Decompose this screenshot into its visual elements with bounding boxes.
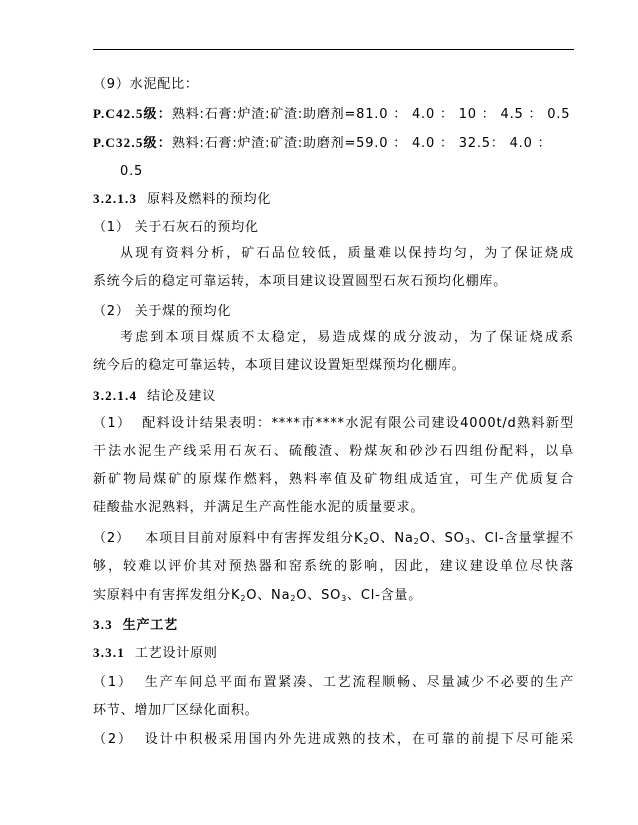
principle-2-line-1: （2） 设计中积极采用国内外先进成熟的技术，在可靠的前提下尽可能采 — [93, 732, 575, 747]
paragraph-limestone-line-2: 系统今后的稳定可靠运转，本项目建议设置圆型石灰石预均化棚库。 — [93, 274, 508, 289]
paragraph-coal-line-2: 统今后的稳定可靠运转，本项目建议设置矩型煤预均化棚库。 — [93, 358, 466, 373]
formula-pc325: P.C32.5级：熟料:石膏:炉渣:矿渣:助磨剂=59.0 ： 4.0 ： 32.5： 4.0 ： — [93, 135, 552, 151]
principle-1-line-2: 环节、增加厂区绿化面积。 — [93, 703, 259, 718]
section-3-2-1-3-heading: 3.2.1.3 原料及燃料的预均化 — [93, 191, 272, 207]
formula-pc425: P.C42.5级：熟料:石膏:炉渣:矿渣:助磨剂=81.0 ： 4.0 ： 10 ： 4.5 ： 0.5 — [93, 106, 571, 122]
conclusion-2-line-3: 实原料中有害挥发组分$K_2O$、$Na_2O$、$SO_3$、Cl-含量。 — [93, 588, 423, 603]
formula-pc325-continued: 0.5 — [120, 164, 144, 179]
conclusion-2-line-2: 够，较难以评价其对预热器和窑系统的影响，因此，建议建设单位尽快落 — [93, 559, 574, 574]
paragraph-limestone-line-1: 从现有资料分析，矿石品位较低，质量难以保持均匀，为了保证烧成 — [120, 246, 574, 261]
section-3-2-1-4-heading: 3.2.1.4 结论及建议 — [93, 388, 217, 404]
subheading-coal: （2） 关于煤的预均化 — [93, 304, 232, 319]
conclusion-1-line-3: 新矿物局煤矿的原煤作燃料，熟料率值及矿物组成适宜，可生产优质复合 — [93, 472, 574, 487]
header-rule — [93, 49, 574, 50]
section-3-3-heading: 3.3 生产工艺 — [93, 617, 178, 633]
conclusion-1-line-2: 干法水泥生产线采用石灰石、硫酸渣、粉煤灰和砂沙石四组份配料，以阜 — [93, 444, 574, 459]
conclusion-2-line-1: （2） 本项目目前对原料中有害挥发组分$K_2O$、$Na_2O$、$SO_3$、Cl-含量掌握不 — [93, 531, 575, 546]
item-9: （9）水泥配比： — [93, 77, 199, 92]
subheading-limestone: （1） 关于石灰石的预均化 — [93, 220, 259, 235]
section-3-3-1-heading: 3.3.1 工艺设计原则 — [93, 645, 218, 661]
conclusion-1-line-1: （1） 配料设计结果表明：****市****水泥有限公司建设4000t/d熟料新型 — [93, 416, 575, 431]
conclusion-1-line-4: 硅酸盐水泥熟料，并满足生产高性能水泥的质量要求。 — [93, 500, 425, 515]
paragraph-coal-line-1: 考虑到本项目煤质不太稳定，易造成煤的成分波动，为了保证烧成系 — [120, 330, 574, 345]
principle-1-line-1: （1） 生产车间总平面布置紧凑、工艺流程顺畅、尽量减少不必要的生产 — [93, 675, 575, 690]
